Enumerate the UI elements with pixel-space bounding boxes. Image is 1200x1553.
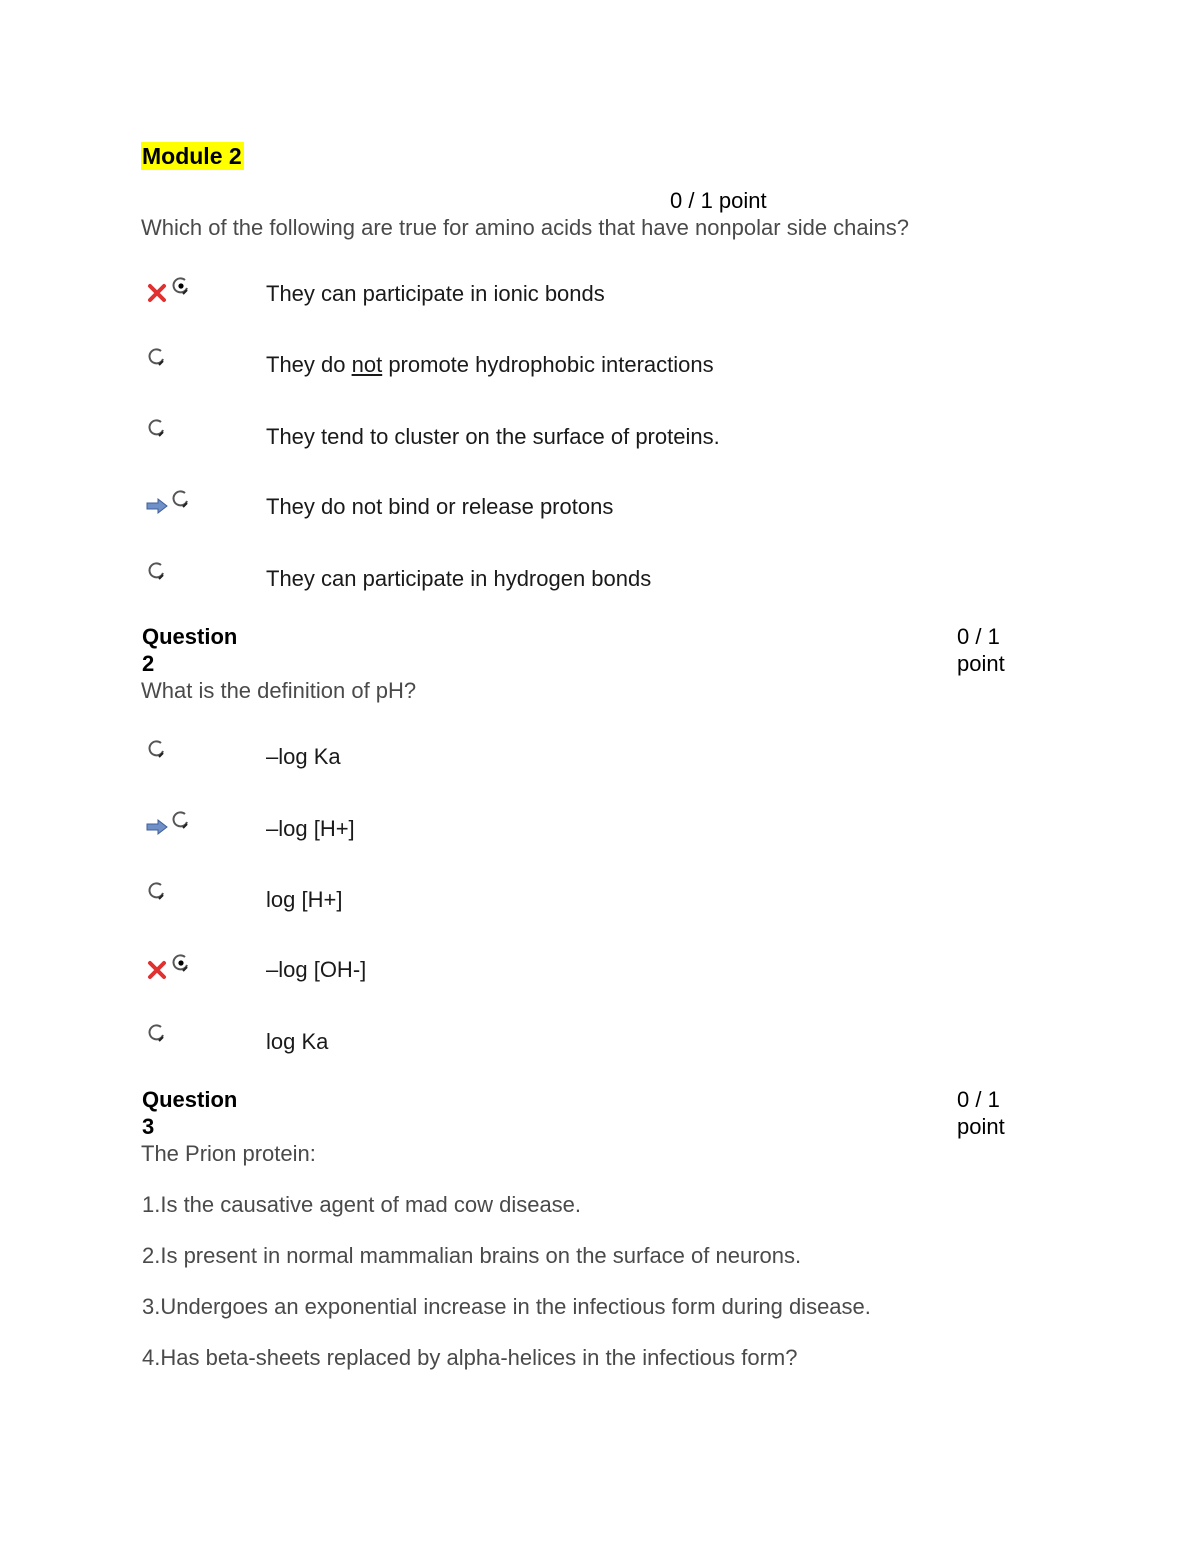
q2-option-3-label: log [H+]: [266, 887, 343, 912]
q1-option-1-label: They can participate in ionic bonds: [266, 281, 605, 306]
radio-button-icon[interactable]: [147, 347, 167, 367]
q2-text: What is the definition of pH?: [141, 678, 417, 703]
q1-text: Which of the following are true for amino acids that have nonpolar side chains?: [141, 215, 909, 240]
radio-button-icon[interactable]: [147, 881, 167, 901]
q1-option-3-label: They tend to cluster on the surface of proteins.: [266, 424, 720, 449]
q2-option-4-label: –log [OH-]: [266, 957, 367, 982]
list-item: 2.Is present in normal mammalian brains on the surface of neurons.: [142, 1243, 802, 1268]
q1-score: 0 / 1 point: [670, 188, 767, 213]
radio-button-icon[interactable]: [147, 418, 167, 438]
q2-option-2-label: –log [H+]: [266, 816, 355, 841]
list-item: 1.Is the causative agent of mad cow disease.: [142, 1192, 582, 1217]
radio-button-icon[interactable]: [147, 739, 167, 759]
list-item: 4.Has beta-sheets replaced by alpha-helices in the infectious form?: [142, 1345, 798, 1370]
q1-option-2-label: They do not promote hydrophobic interactions: [266, 352, 714, 377]
module-title: Module 2: [142, 143, 242, 169]
q1-option-4-label: They do not bind or release protons: [266, 494, 614, 519]
q1-option-5-label: They can participate in hydrogen bonds: [266, 566, 652, 591]
q2-option-1-label: –log Ka: [266, 744, 341, 769]
x-mark-icon: [147, 283, 167, 303]
radio-button-icon[interactable]: [171, 953, 191, 973]
q2-score: 0 / 1 point: [957, 624, 1005, 676]
x-mark-icon: [147, 960, 167, 980]
q3-text: The Prion protein:: [141, 1141, 316, 1166]
radio-button-icon[interactable]: [147, 561, 167, 581]
radio-button-icon[interactable]: [171, 276, 191, 296]
radio-button-icon[interactable]: [171, 489, 191, 509]
radio-button-icon[interactable]: [171, 810, 191, 830]
q2-label: Question 2: [142, 624, 238, 676]
underlined-word: not: [351, 352, 383, 377]
radio-button-icon[interactable]: [147, 1023, 167, 1043]
q3-score: 0 / 1 point: [957, 1087, 1005, 1139]
q2-option-5-label: log Ka: [266, 1029, 329, 1054]
arrow-right-icon: [145, 496, 169, 516]
arrow-right-icon: [145, 817, 169, 837]
q3-label: Question 3: [142, 1087, 238, 1139]
list-item: 3.Undergoes an exponential increase in the infectious form during disease.: [142, 1294, 871, 1319]
